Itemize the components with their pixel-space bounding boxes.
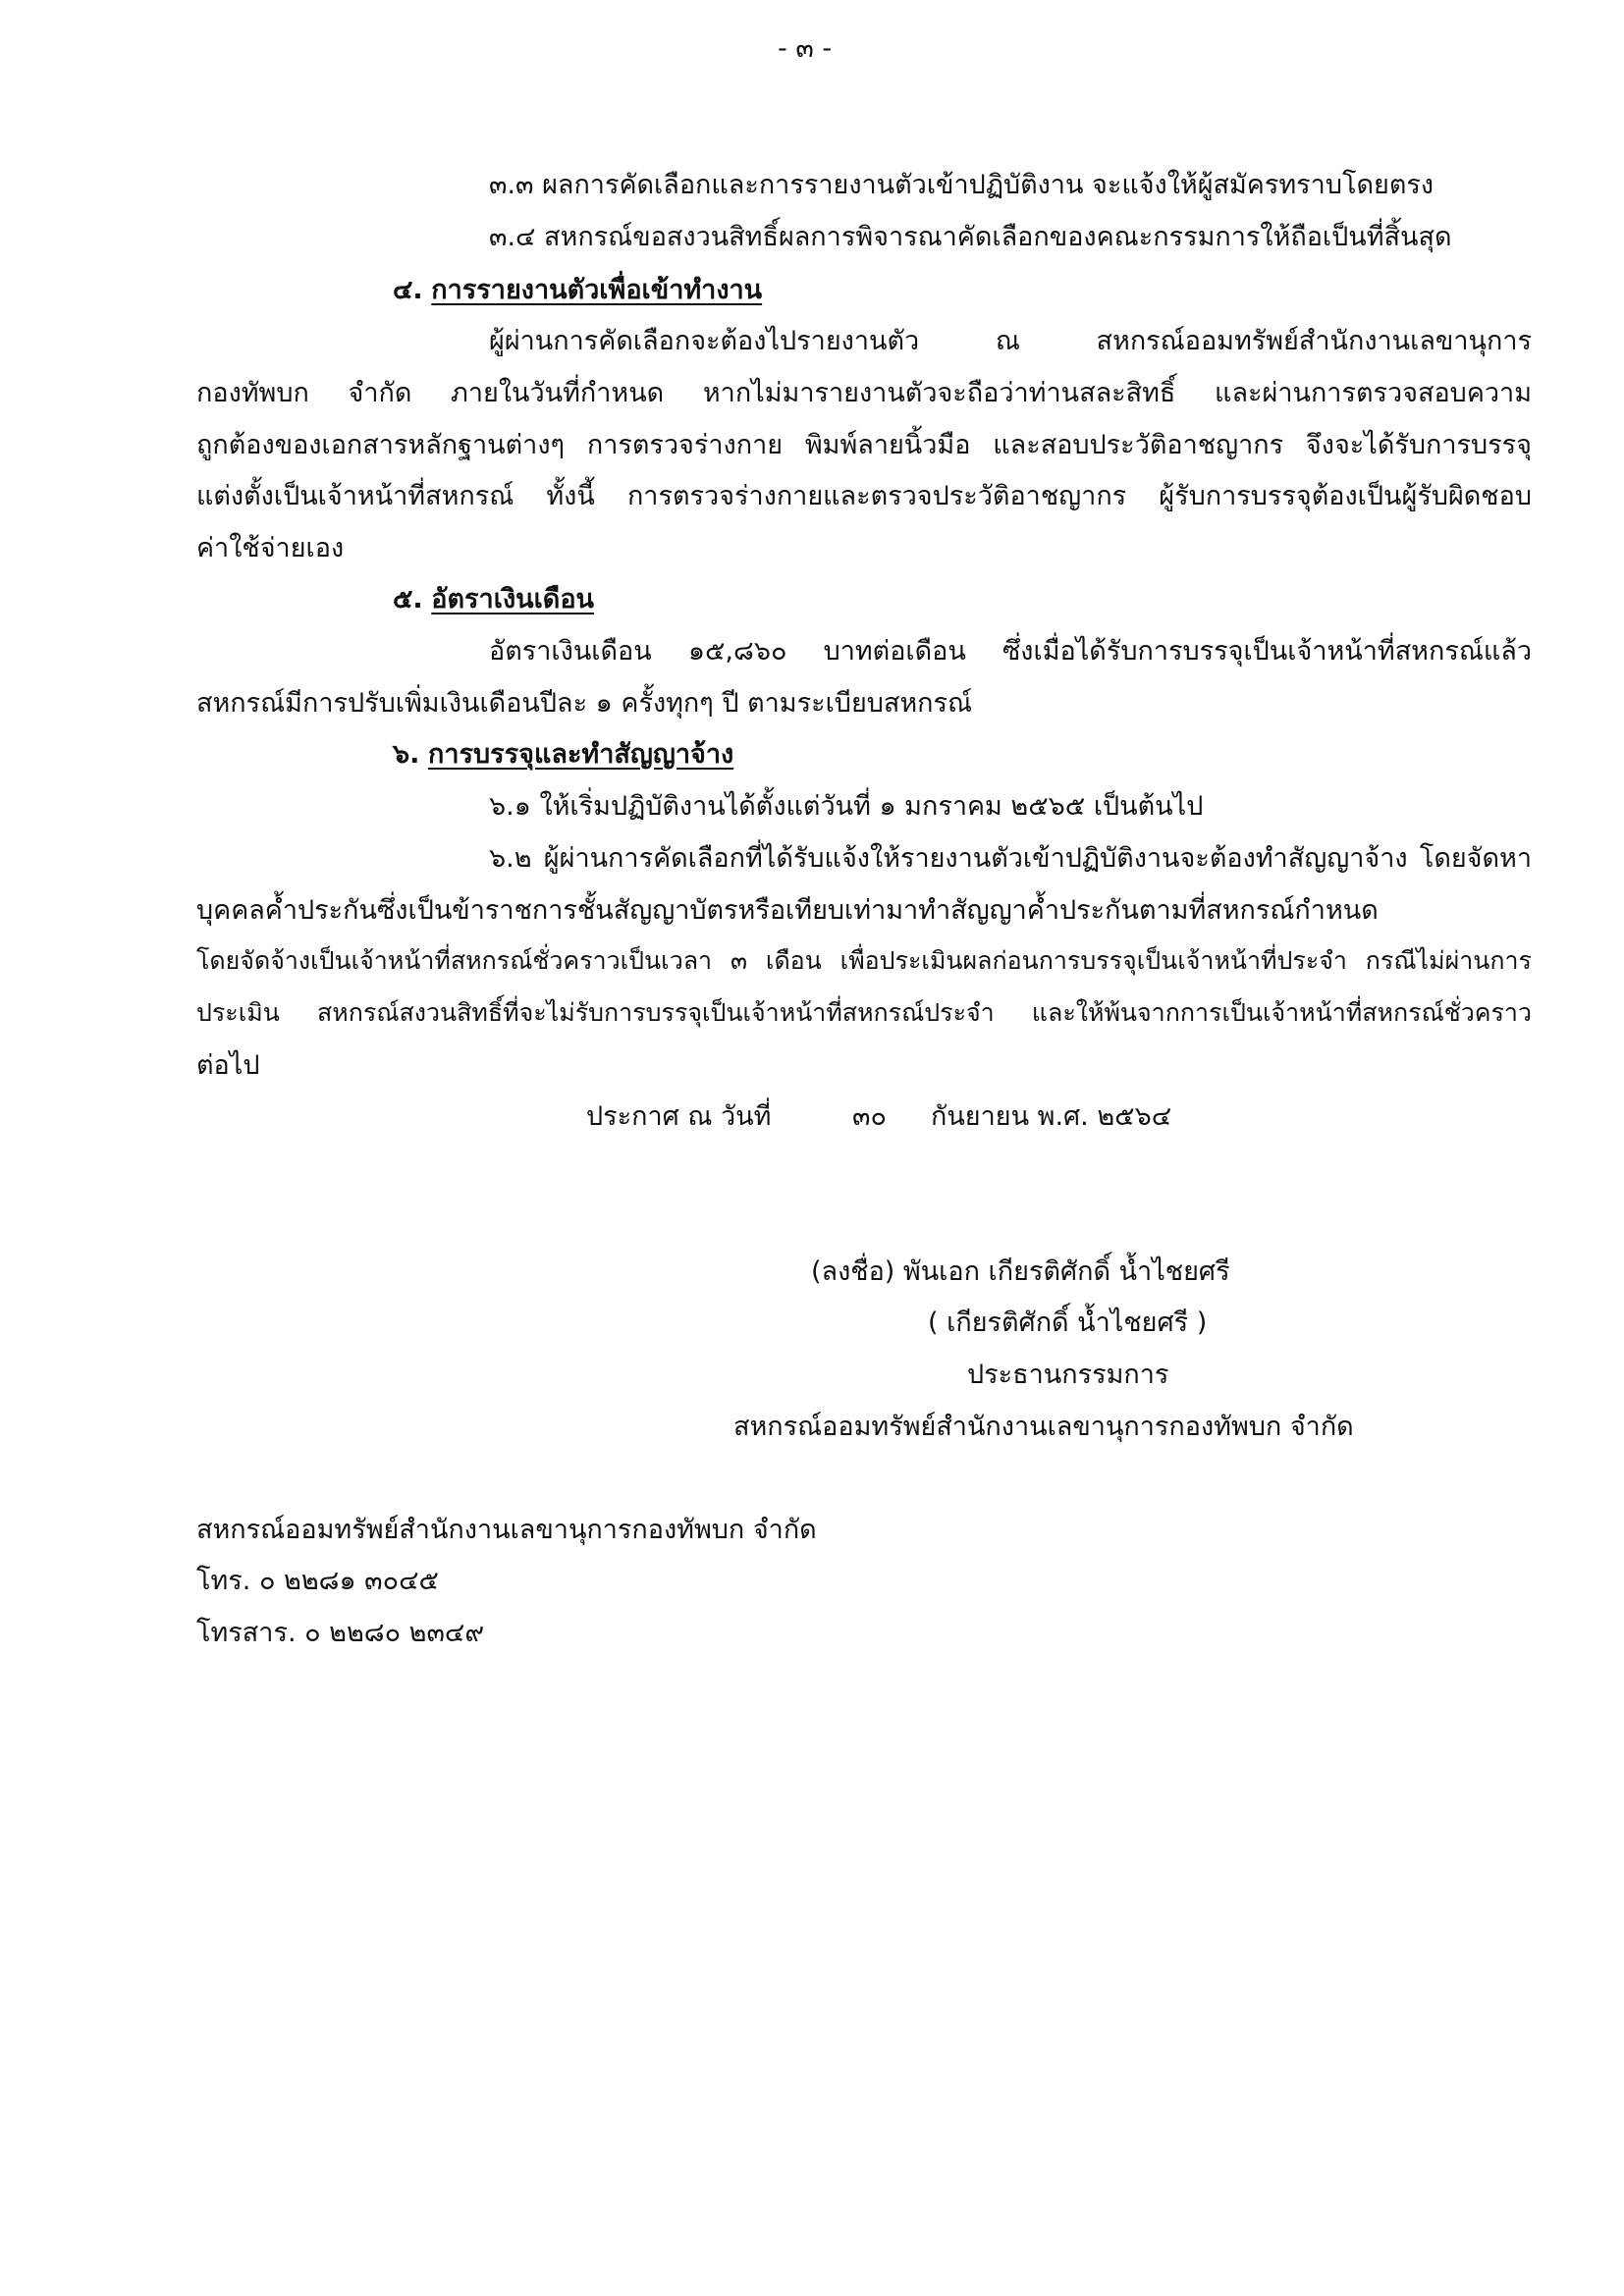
section-6-title: การบรรจุและทำสัญญาจ้าง	[428, 739, 734, 770]
item-6-2-line-3: โดยจัดจ้างเป็นเจ้าหน้าที่สหกรณ์ชั่วคราวเป็นเวลา ๓ เดือน เพื่อประเมินผลก่อนการบรรจุเป็นเจ้าหน้าที่ประจำ กรณีไม่ผ่านการ	[196, 946, 1532, 975]
footer-organization: สหกรณ์ออมทรัพย์สำนักงานเลขานุการกองทัพบก จำกัด	[196, 1515, 817, 1545]
item-6-2-line-5: ต่อไป	[196, 1050, 260, 1081]
section-5-number: ๕.	[393, 584, 423, 614]
footer-phone: โทร. ๐ ๒๒๘๑ ๓๐๔๕	[196, 1566, 439, 1596]
footer-fax: โทรสาร. ๐ ๒๒๘๐ ๒๓๔๙	[196, 1618, 485, 1648]
signature-position: ประธานกรรมการ	[967, 1360, 1169, 1390]
section-5-line-1: อัตราเงินเดือน ๑๕,๘๖๐ บาทต่อเดือน ซึ่งเมื่อได้รับการบรรจุเป็นเจ้าหน้าที่สหกรณ์แล้ว	[489, 636, 1532, 667]
announcement-day: ๓๐	[852, 1101, 887, 1132]
signature-organization: สหกรณ์ออมทรัพย์สำนักงานเลขานุการกองทัพบก จำกัด	[733, 1412, 1354, 1442]
section-4-line-2: กองทัพบก จำกัด ภายในวันที่กำหนด หากไม่มารายงานตัวจะถือว่าท่านสละสิทธิ์ และผ่านการตรวจสอบความ	[196, 378, 1532, 408]
section-4-number: ๔.	[393, 275, 423, 305]
page-number: - ๓ -	[778, 33, 833, 64]
item-6-2-line-4: ประเมิน สหกรณ์สงวนสิทธิ์ที่จะไม่รับการบรรจุเป็นเจ้าหน้าที่สหกรณ์ประจำ และให้พ้นจากการเป็นเจ้าหน้าที่สหกรณ์ชั่วคราว	[196, 998, 1532, 1027]
announcement-month-year: กันยายน พ.ศ. ๒๕๖๔	[931, 1101, 1172, 1132]
section-6-heading	[393, 741, 733, 768]
section-6-number: ๖.	[393, 739, 420, 770]
signature-name: ( เกียรติศักดิ์ น้ำไชยศรี )	[928, 1308, 1208, 1338]
section-4-line-1: ผู้ผ่านการคัดเลือกจะต้องไปรายงานตัว ณ สหกรณ์ออมทรัพย์สำนักงานเลขานุการ	[489, 326, 1532, 356]
section-4-line-4: แต่งตั้งเป็นเจ้าหน้าที่สหกรณ์ ทั้งนี้ การตรวจร่างกายและตรวจประวัติอาชญากร ผู้รับการบรรจุต้องเป็นผู้รับผิดชอบ	[196, 481, 1532, 511]
section-5-line-2: สหกรณ์มีการปรับเพิ่มเงินเดือนปีละ ๑ ครั้งทุกๆ ปี ตามระเบียบสหกรณ์	[196, 688, 973, 719]
section-4-line-5: ค่าใช้จ่ายเอง	[196, 533, 345, 563]
section-4-title: การรายงานตัวเพื่อเข้าทำงาน	[431, 275, 763, 305]
announcement-prefix: ประกาศ ณ วันที่	[586, 1101, 772, 1132]
item-6-2-line-2: บุคคลค้ำประกันซึ่งเป็นข้าราชการชั้นสัญญาบัตรหรือเทียบเท่ามาทำสัญญาค้ำประกันตามที่สหกรณ์กำหนด	[196, 895, 1379, 926]
item-3-4: ๓.๔ สหกรณ์ขอสงวนสิทธิ์ผลการพิจารณาคัดเลือกของคณะกรรมการให้ถือเป็นที่สิ้นสุด	[489, 222, 1452, 252]
item-6-1: ๖.๑ ให้เริ่มปฏิบัติงานได้ตั้งแต่วันที่ ๑ มกราคม ๒๕๖๕ เป็นต้นไป	[489, 791, 1204, 822]
signature-signed: (ลงชื่อ) พันเอก เกียรติศักดิ์ น้ำไชยศรี	[811, 1256, 1230, 1287]
item-6-2-line-1: ๖.๒ ผู้ผ่านการคัดเลือกที่ได้รับแจ้งให้รายงานตัวเข้าปฏิบัติงานจะต้องทำสัญญาจ้าง โดยจัดหา	[489, 843, 1532, 874]
section-4-heading	[393, 277, 762, 303]
section-5-heading	[393, 586, 594, 613]
section-5-title: อัตราเงินเดือน	[431, 584, 595, 614]
section-4-line-3: ถูกต้องของเอกสารหลักฐานต่างๆ การตรวจร่างกาย พิมพ์ลายนิ้วมือ และสอบประวัติอาชญากร จึงจะได้รับการบรรจุ	[196, 430, 1532, 460]
item-3-3: ๓.๓ ผลการคัดเลือกและการรายงานตัวเข้าปฏิบัติงาน จะแจ้งให้ผู้สมัครทราบโดยตรง	[489, 170, 1435, 200]
